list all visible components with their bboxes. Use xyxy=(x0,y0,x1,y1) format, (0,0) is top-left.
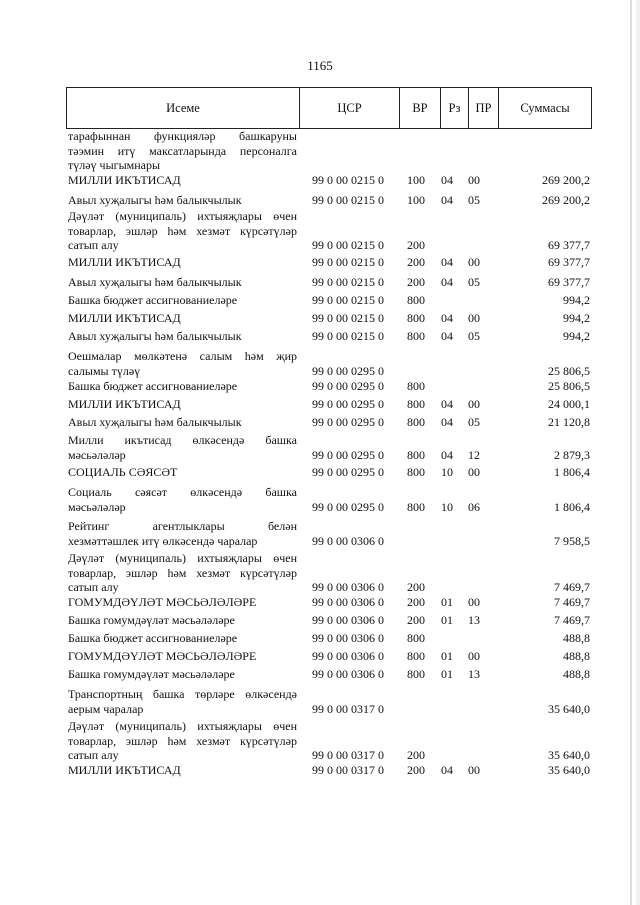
row-name xyxy=(68,415,297,430)
row-pr: 00 xyxy=(468,311,480,325)
row-vr: 800 xyxy=(407,631,425,645)
row-name xyxy=(68,613,297,628)
row-vr: 200 xyxy=(407,748,425,762)
row-rz: 04 xyxy=(441,173,453,187)
row-name-line: Транспортның башка төрләре өлкәсендә xyxy=(68,687,297,701)
row-csr: 99 0 00 0317 0 xyxy=(312,763,384,777)
row-csr: 99 0 00 0306 0 xyxy=(312,631,384,645)
row-vr: 800 xyxy=(407,667,425,681)
row-sum: 21 120,8 xyxy=(548,415,590,429)
row-name-line: сатып алу xyxy=(68,238,119,252)
row-name-line: товарлар, эшләр һәм хезмәт күрсәтүләр xyxy=(68,223,297,238)
row-vr: 800 xyxy=(407,329,425,343)
row-name xyxy=(68,129,297,173)
row-name-line: Оешмалар мөлкәтенә салым һәм җир xyxy=(68,349,297,363)
row-name-line: товарлар, эшләр һәм хезмәт күрсәтүләр xyxy=(68,733,297,748)
row-sum: 488,8 xyxy=(563,631,590,645)
row-name-line: ГОМУМДӘҮЛӘТ МӘСЬӘЛӘЛӘРЕ xyxy=(68,649,257,663)
row-name-line: мәсьәләләр xyxy=(68,499,126,514)
row-csr: 99 0 00 0215 0 xyxy=(312,193,384,207)
row-name xyxy=(68,275,297,290)
row-csr: 99 0 00 0215 0 xyxy=(312,238,384,252)
header-sum: Суммасы xyxy=(498,88,591,128)
row-sum: 994,2 xyxy=(563,293,590,307)
row-name xyxy=(68,255,297,270)
row-csr: 99 0 00 0306 0 xyxy=(312,667,384,681)
row-csr: 99 0 00 0306 0 xyxy=(312,595,384,609)
row-name-line: МИЛЛИ ИКЪТИСАД xyxy=(68,255,181,269)
row-sum: 7 958,5 xyxy=(554,533,590,548)
row-vr: 800 xyxy=(407,415,425,429)
row-pr: 00 xyxy=(468,649,480,663)
row-vr: 800 xyxy=(407,499,425,514)
row-csr: 99 0 00 0215 0 xyxy=(312,173,384,187)
row-csr: 99 0 00 0306 0 xyxy=(312,649,384,663)
row-sum: 994,2 xyxy=(563,329,590,343)
row-vr: 800 xyxy=(407,397,425,411)
row-pr: 05 xyxy=(468,415,480,429)
row-name-line: Башка бюджет ассигнованиеләре xyxy=(68,293,238,307)
row-csr: 99 0 00 0295 0 xyxy=(312,465,384,479)
row-name-line: СОЦИАЛЬ СӘЯСӘТ xyxy=(68,465,178,479)
row-name-line: Рейтинг агентлыклары белән xyxy=(68,519,297,533)
row-sum: 994,2 xyxy=(563,311,590,325)
row-vr: 200 xyxy=(407,255,425,269)
row-name-line: мәсьәләләр xyxy=(68,447,126,462)
row-pr: 13 xyxy=(468,613,480,627)
row-name xyxy=(68,193,297,208)
row-sum: 269 200,2 xyxy=(542,193,590,207)
header-csr: ЦСР xyxy=(299,88,399,128)
row-name xyxy=(68,209,297,253)
row-name-line: Башка бюджет ассигнованиеләре xyxy=(68,379,238,393)
row-rz: 01 xyxy=(441,667,453,681)
row-name-line: Дәүләт (муниципаль) ихтыяҗлары өчен xyxy=(68,719,297,733)
row-csr: 99 0 00 0215 0 xyxy=(312,329,384,343)
row-vr: 200 xyxy=(407,613,425,627)
row-name-line: түләү чыгымнары xyxy=(68,158,161,172)
row-name xyxy=(68,293,297,308)
row-rz: 04 xyxy=(441,311,453,325)
row-rz: 04 xyxy=(441,193,453,207)
row-name xyxy=(68,649,297,664)
row-name-line: Авыл хуҗалыгы һәм балыкчылык xyxy=(68,193,242,207)
row-name-line: тәэмин итү максатларында персоналга xyxy=(68,143,297,158)
row-name-line: товарлар, эшләр һәм хезмәт күрсәтүләр xyxy=(68,565,297,580)
row-sum: 35 640,0 xyxy=(548,748,590,762)
row-name xyxy=(68,763,297,778)
row-name-line: Башка бюджет ассигнованиеләре xyxy=(68,631,238,645)
row-csr: 99 0 00 0215 0 xyxy=(312,311,384,325)
row-sum: 2 879,3 xyxy=(554,447,590,462)
row-name-line: Башка гомумдәүләт мәсьәләләре xyxy=(68,667,235,681)
row-name-line: Авыл хуҗалыгы һәм балыкчылык xyxy=(68,275,242,289)
row-vr: 200 xyxy=(407,595,425,609)
row-csr: 99 0 00 0317 0 xyxy=(312,748,384,762)
row-vr: 200 xyxy=(407,763,425,777)
row-name-line: хезмәттәшлек итү өлкәсендә чаралар xyxy=(68,533,258,548)
row-name xyxy=(68,173,297,188)
row-sum: 35 640,0 xyxy=(548,701,590,716)
row-name-line: Милли икътисад өлкәсендә башка xyxy=(68,433,297,447)
row-rz: 04 xyxy=(441,275,453,289)
row-rz: 04 xyxy=(441,763,453,777)
row-name xyxy=(68,485,297,514)
row-rz: 10 xyxy=(441,465,453,479)
row-name-line: МИЛЛИ ИКЪТИСАД xyxy=(68,763,181,777)
row-csr: 99 0 00 0215 0 xyxy=(312,275,384,289)
row-sum: 1 806,4 xyxy=(554,499,590,514)
row-vr: 800 xyxy=(407,311,425,325)
row-pr: 12 xyxy=(468,447,480,462)
row-name xyxy=(68,595,297,610)
row-csr: 99 0 00 0295 0 xyxy=(312,397,384,411)
row-name-line: Дәүләт (муниципаль) ихтыяҗлары өчен xyxy=(68,209,297,223)
row-rz: 10 xyxy=(441,499,453,514)
row-sum: 488,8 xyxy=(563,649,590,663)
row-name-line: Авыл хуҗалыгы һәм балыкчылык xyxy=(68,415,242,429)
row-name-line: Авыл хуҗалыгы һәм балыкчылык xyxy=(68,329,242,343)
row-name xyxy=(68,433,297,462)
row-sum: 269 200,2 xyxy=(542,173,590,187)
row-sum: 488,8 xyxy=(563,667,590,681)
row-vr: 200 xyxy=(407,580,425,594)
row-csr: 99 0 00 0215 0 xyxy=(312,293,384,307)
row-vr: 800 xyxy=(407,293,425,307)
row-rz: 04 xyxy=(441,255,453,269)
row-name-line: аерым чаралар xyxy=(68,701,144,716)
row-name xyxy=(68,631,297,646)
row-name-line: сатып алу xyxy=(68,580,119,594)
row-sum: 7 469,7 xyxy=(554,613,590,627)
row-rz: 01 xyxy=(441,649,453,663)
row-vr: 200 xyxy=(407,238,425,252)
row-vr: 800 xyxy=(407,649,425,663)
row-csr: 99 0 00 0306 0 xyxy=(312,613,384,627)
row-name-line: Башка гомумдәүләт мәсьәләләре xyxy=(68,613,235,627)
row-csr: 99 0 00 0295 0 xyxy=(312,379,384,393)
row-pr: 05 xyxy=(468,275,480,289)
header-vr: ВР xyxy=(399,88,440,128)
row-sum: 1 806,4 xyxy=(554,465,590,479)
row-csr: 99 0 00 0295 0 xyxy=(312,499,384,514)
row-name xyxy=(68,687,297,716)
row-name-line: МИЛЛИ ИКЪТИСАД xyxy=(68,311,181,325)
row-csr: 99 0 00 0295 0 xyxy=(312,447,384,462)
row-name xyxy=(68,519,297,548)
row-name xyxy=(68,465,297,480)
row-rz: 04 xyxy=(441,447,453,462)
row-sum: 69 377,7 xyxy=(548,275,590,289)
row-pr: 00 xyxy=(468,173,480,187)
row-sum: 69 377,7 xyxy=(548,255,590,269)
row-name xyxy=(68,397,297,412)
row-sum: 69 377,7 xyxy=(548,238,590,252)
row-name-line: ГОМУМДӘҮЛӘТ МӘСЬӘЛӘЛӘРЕ xyxy=(68,595,257,609)
row-vr: 100 xyxy=(407,193,425,207)
page-number: 1165 xyxy=(307,58,333,73)
row-pr: 06 xyxy=(468,499,480,514)
header-pr: ПР xyxy=(468,88,498,128)
row-name-line: Дәүләт (муниципаль) ихтыяҗлары өчен xyxy=(68,551,297,565)
header-rz: Рз xyxy=(440,88,468,128)
row-pr: 00 xyxy=(468,397,480,411)
row-pr: 05 xyxy=(468,329,480,343)
row-pr: 00 xyxy=(468,255,480,269)
row-csr: 99 0 00 0306 0 xyxy=(312,533,384,548)
row-vr: 800 xyxy=(407,447,425,462)
row-sum: 7 469,7 xyxy=(554,595,590,609)
row-csr: 99 0 00 0295 0 xyxy=(312,363,384,378)
row-pr: 00 xyxy=(468,465,480,479)
row-csr: 99 0 00 0306 0 xyxy=(312,580,384,594)
row-csr: 99 0 00 0215 0 xyxy=(312,255,384,269)
row-vr: 100 xyxy=(407,173,425,187)
row-pr: 13 xyxy=(468,667,480,681)
row-name xyxy=(68,667,297,682)
row-vr: 800 xyxy=(407,465,425,479)
row-name xyxy=(68,311,297,326)
row-rz: 01 xyxy=(441,595,453,609)
row-csr: 99 0 00 0295 0 xyxy=(312,415,384,429)
row-name xyxy=(68,719,297,763)
row-sum: 7 469,7 xyxy=(554,580,590,594)
row-sum: 25 806,5 xyxy=(548,379,590,393)
row-rz: 04 xyxy=(441,415,453,429)
row-sum: 35 640,0 xyxy=(548,763,590,777)
row-rz: 04 xyxy=(441,329,453,343)
row-name xyxy=(68,349,297,378)
row-pr: 00 xyxy=(468,763,480,777)
row-rz: 04 xyxy=(441,397,453,411)
row-name xyxy=(68,379,297,394)
row-csr: 99 0 00 0317 0 xyxy=(312,701,384,716)
row-name-line: тарафыннан функцияләр башкаруны xyxy=(68,129,297,143)
header-name: Исеме xyxy=(166,100,200,115)
row-name-line: МИЛЛИ ИКЪТИСАД xyxy=(68,173,181,187)
row-sum: 25 806,5 xyxy=(548,363,590,378)
row-name xyxy=(68,551,297,595)
row-name-line: МИЛЛИ ИКЪТИСАД xyxy=(68,397,181,411)
row-rz: 01 xyxy=(441,613,453,627)
row-pr: 00 xyxy=(468,595,480,609)
row-name-line: Социаль сәясәт өлкәсендә башка xyxy=(68,485,297,499)
row-sum: 24 000,1 xyxy=(548,397,590,411)
row-vr: 200 xyxy=(407,275,425,289)
row-name-line: сатып алу xyxy=(68,748,119,762)
row-vr: 800 xyxy=(407,379,425,393)
row-pr: 05 xyxy=(468,193,480,207)
row-name xyxy=(68,329,297,344)
row-name-line: салымы түләү xyxy=(68,363,141,378)
